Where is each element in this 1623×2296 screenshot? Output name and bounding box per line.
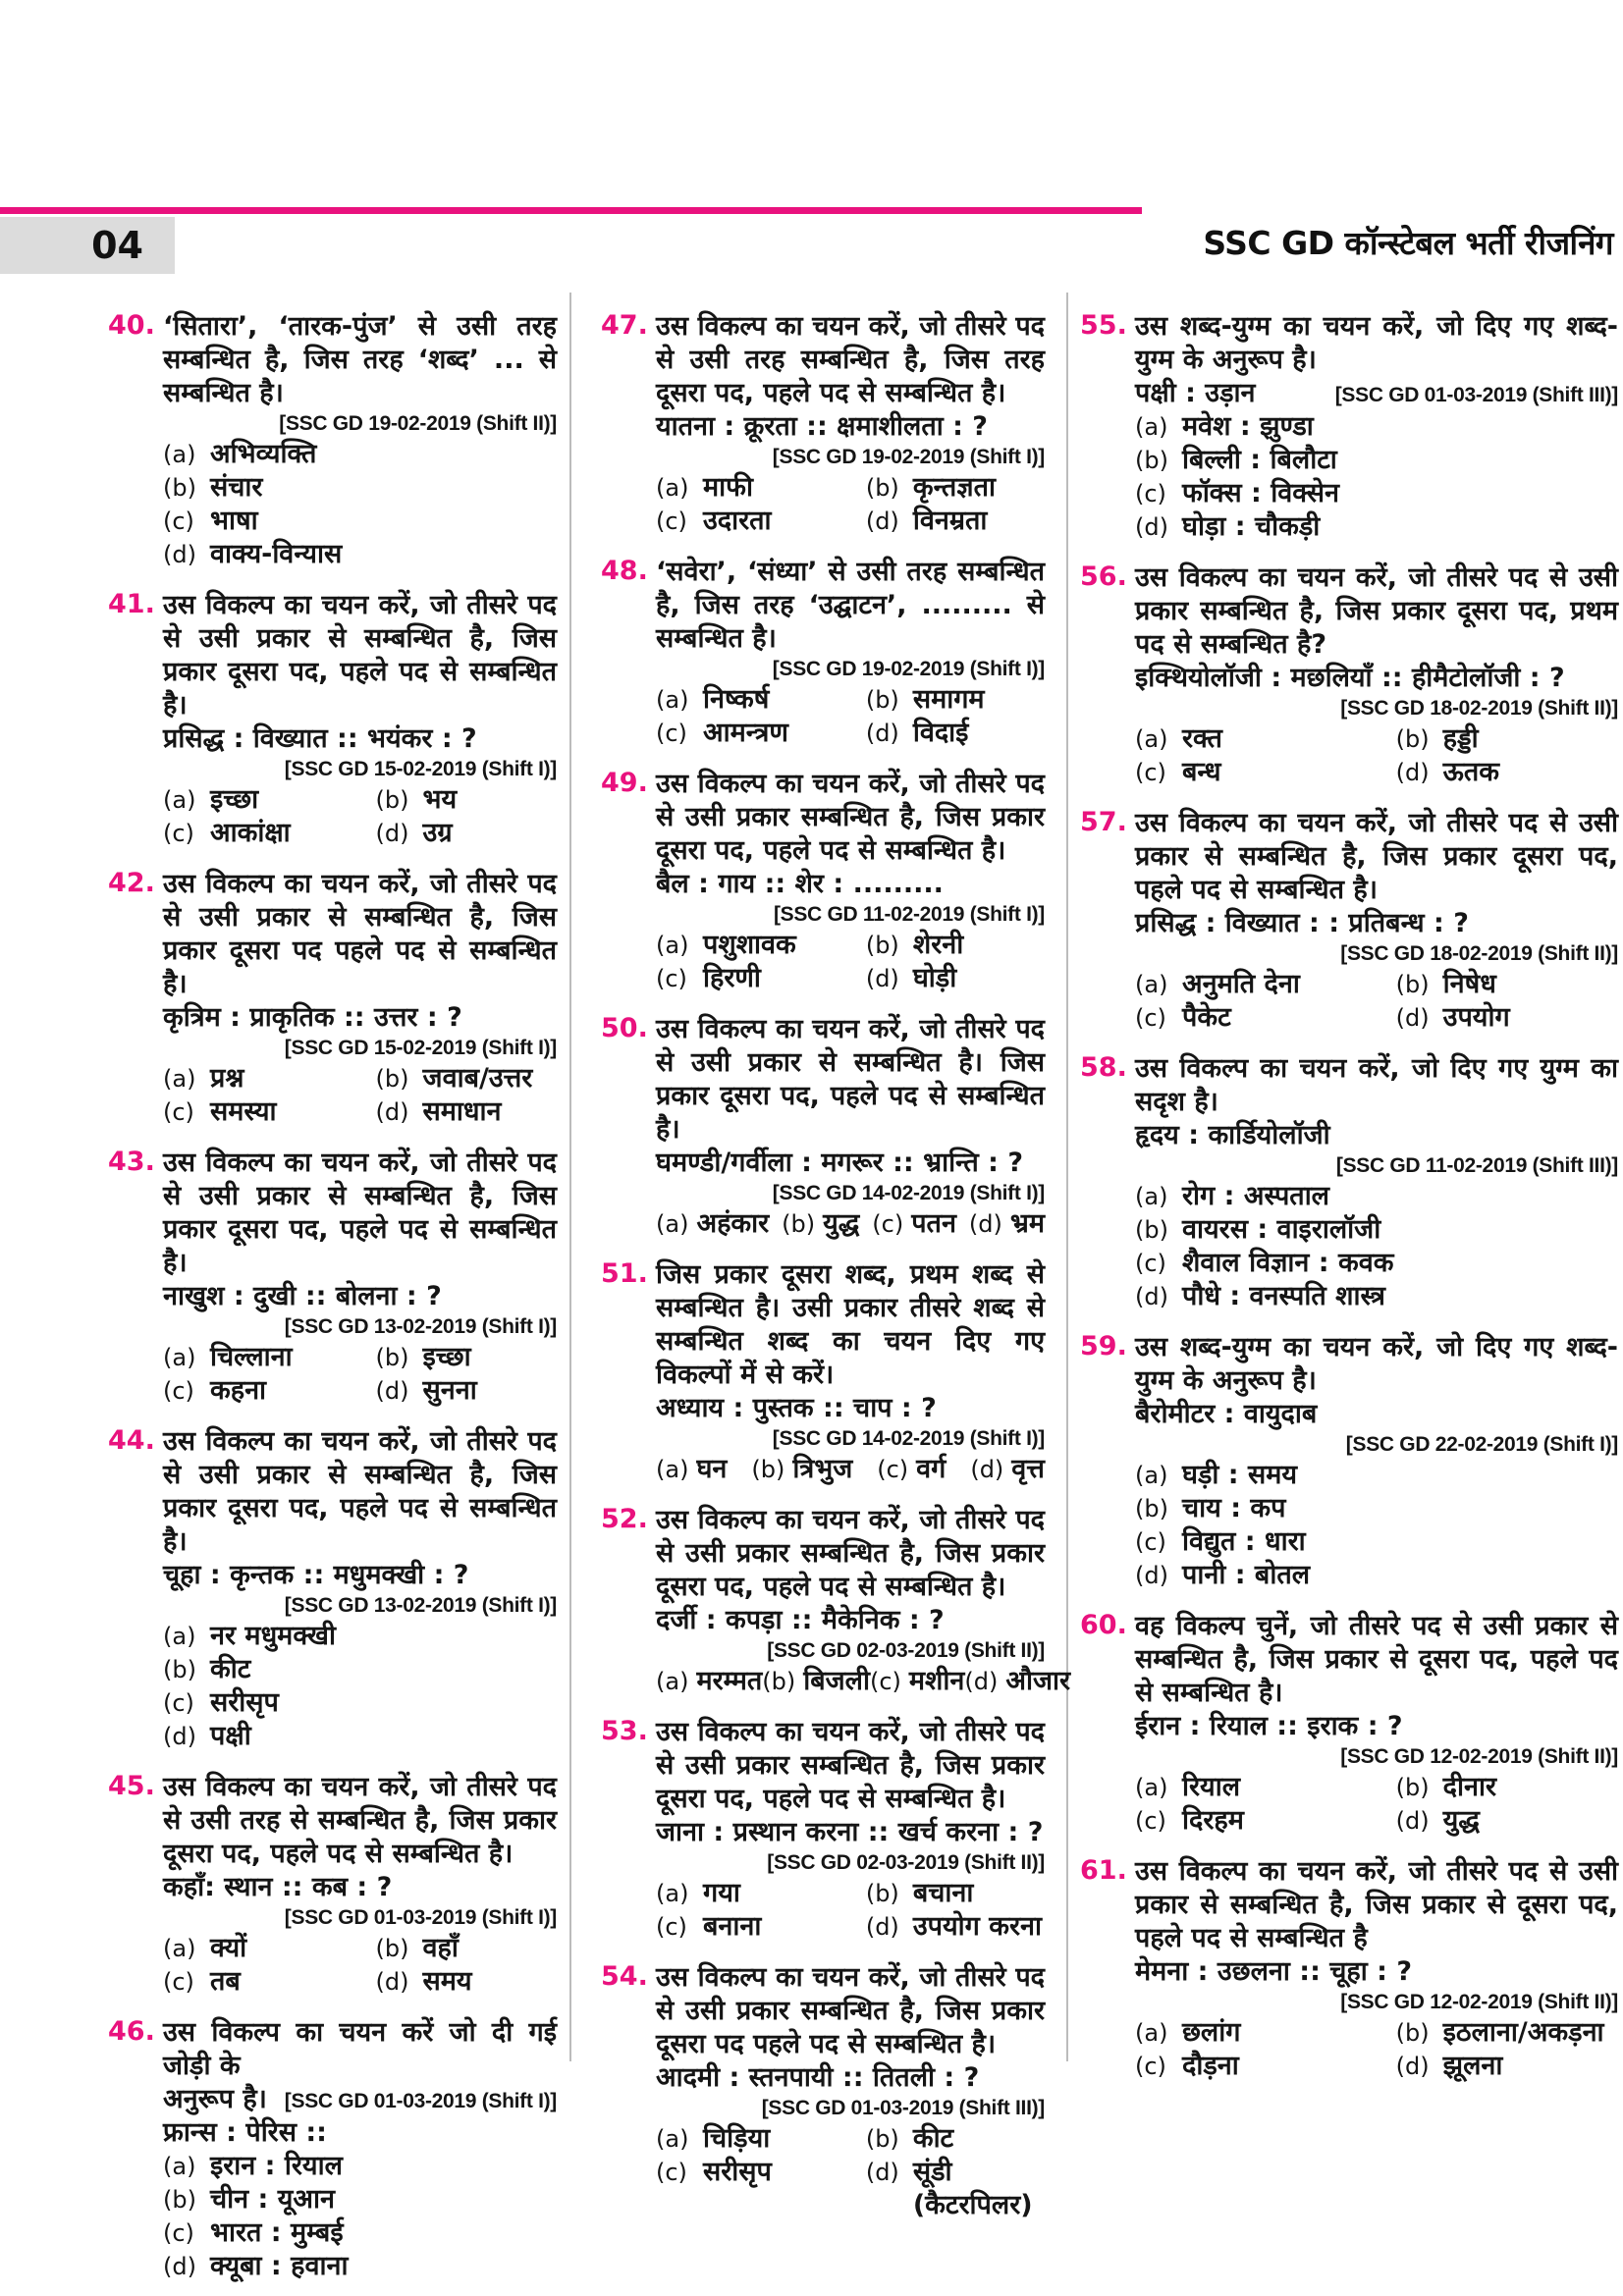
source-tag: [SSC GD 13-02-2019 (Shift I)]: [284, 1594, 557, 1617]
question-text-with-tag: [163, 2083, 557, 2116]
option-b: (b) संचार: [163, 472, 263, 503]
option-c: (c) सरीसृप: [656, 2157, 772, 2187]
option-d: (d) सूंडी (कैटरपिलर): [865, 2157, 1033, 2220]
option-c: (c) मशीन: [869, 1666, 965, 1696]
source-tag: [SSC GD 13-02-2019 (Shift I)]: [284, 1315, 557, 1338]
page-number: 04: [91, 224, 143, 267]
option-c: (c) वर्ग: [877, 1454, 947, 1484]
question-number: 57.: [1080, 807, 1127, 837]
option-d: (d) सुनना: [375, 1375, 477, 1406]
option-d: (d) युद्ध: [1395, 1805, 1480, 1836]
option-a: (a) अभिव्यक्ति: [163, 439, 317, 469]
source-tag: [SSC GD 12-02-2019 (Shift II)]: [1340, 1745, 1618, 1768]
options: [1135, 1459, 1618, 1592]
question-text: जिस प्रकार दूसरा शब्द, प्रथम शब्द से सम्बन्धित है। उसी प्रकार तीसरे शब्द से सम्बन्धित शब्द का चयन दिए गए विकल्पों में से करें।: [656, 1259, 1045, 1390]
option-b: (b) निषेध: [1395, 969, 1496, 999]
analogy-line: फ्रान्स : पेरिस ::: [163, 2117, 327, 2148]
option-d: (d) पौधे : वनस्पति शास्त्र: [1135, 1281, 1385, 1311]
question-text: उस विकल्प का चयन करें, जो तीसरे पद से उसी प्रकार से सम्बन्धित है, जिस प्रकार दूसरा पद पहले पद से सम्बन्धित है।: [163, 869, 557, 999]
question-number: 50.: [601, 1013, 648, 1043]
option-c: (c) तब: [163, 1966, 241, 1997]
option-a: (a) क्यों: [163, 1933, 247, 1963]
question-number: 40.: [108, 310, 155, 341]
option-d: (d) उपयोग: [1395, 1002, 1510, 1033]
source-tag: [SSC GD 14-02-2019 (Shift I)]: [772, 1182, 1045, 1204]
options: [1135, 1771, 1618, 1838]
question-number: 46.: [108, 2016, 155, 2047]
question-number: 52.: [601, 1504, 648, 1534]
option-c: (c) समस्या: [163, 1096, 277, 1127]
option-d: (d) ऊतक: [1395, 757, 1499, 787]
question-50: [601, 1013, 1045, 1241]
header-rule: [0, 207, 1142, 214]
question-text: ‘सवेरा’, ‘संध्या’ से उसी तरह सम्बन्धित है, जिस तरह ‘उद्घाटन’, ......... से सम्बन्धित है।: [656, 557, 1045, 654]
question-text: उस शब्द-युग्म का चयन करें, जो दिए गए शब्द-युग्म के अनुरूप है।: [1135, 311, 1618, 375]
question-number: 56.: [1080, 561, 1127, 592]
option-a: (a) अनुमति देना: [1135, 969, 1300, 999]
analogy-line: यातना : क्रूरता :: क्षमाशीलता : ?: [656, 411, 988, 442]
question-number: 59.: [1080, 1331, 1127, 1362]
option-d: (d) वाक्य-विन्यास: [163, 539, 343, 569]
source-tag: [SSC GD 01-03-2019 (Shift I)]: [284, 2090, 557, 2112]
question-52: [601, 1504, 1071, 1698]
option-d: (d) झूलना: [1395, 2051, 1503, 2081]
option-b: (b) त्रिभुज: [751, 1454, 853, 1484]
analogy-line: हृदय : कार्डियोलॉजी: [1135, 1120, 1330, 1150]
option-c: (c) शैवाल विज्ञान : कवक: [1135, 1248, 1394, 1278]
question-46: [108, 2016, 557, 2283]
option-d: (d) उग्र: [375, 818, 453, 848]
option-b: (b) बचाना: [865, 1878, 974, 1908]
question-text: उस विकल्प का चयन करें, जो तीसरे पद से उसी प्रकार सम्बन्धित है, जिस प्रकार दूसरा पद, पहले पद से सम्बन्धित है।: [656, 1717, 1045, 1814]
question-text: उस विकल्प का चयन करें जो दी गई जोड़ी के: [163, 2017, 557, 2081]
question-number: 45.: [108, 1771, 155, 1801]
source-tag: [SSC GD 01-03-2019 (Shift III)]: [1334, 384, 1618, 406]
question-60: [1080, 1610, 1618, 1838]
option-c: (c) कहना: [163, 1375, 267, 1406]
option-b: (b) कीट: [163, 1654, 251, 1684]
question-number: 41.: [108, 589, 155, 619]
question-text: उस विकल्प का चयन करें, जो तीसरे पद से उसी प्रकार सम्बन्धित है, जिस प्रकार दूसरा पद, पहले पद से सम्बन्धित है।: [656, 1505, 1045, 1602]
analogy-line: प्रसिद्ध : विख्यात : : प्रतिबन्ध : ?: [1135, 908, 1469, 938]
option-a: (a) मवेश : झुण्डा: [1135, 411, 1314, 442]
question-59: [1080, 1331, 1618, 1592]
question-text: ‘सितारा’, ‘तारक-पुंज’ से उसी तरह सम्बन्धित है, जिस तरह ‘शब्द’ ... से सम्बन्धित है।: [163, 311, 557, 408]
analogy-line: आदमी : स्तनपायी :: तितली : ?: [656, 2062, 980, 2093]
option-d: (d) औजार: [964, 1666, 1071, 1696]
option-a: (a) प्रश्न: [163, 1063, 244, 1094]
analogy-line: अध्याय : पुस्तक :: चाप : ?: [656, 1393, 937, 1423]
source-tag: [SSC GD 15-02-2019 (Shift I)]: [284, 1037, 557, 1059]
source-tag: [SSC GD 19-02-2019 (Shift I)]: [772, 446, 1045, 468]
options: [1135, 722, 1618, 789]
question-number: 53.: [601, 1716, 648, 1746]
page-number-box: [0, 217, 175, 274]
options: [656, 1877, 1045, 1944]
header-title: SSC GD कॉन्स्टेबल भर्ती रीजनिंग: [1203, 224, 1613, 262]
analogy-line: प्रसिद्ध : विख्यात :: भयंकर : ?: [163, 723, 477, 754]
question-number: 42.: [108, 868, 155, 898]
options: [163, 783, 557, 850]
option-a: (a) अहंकार: [656, 1208, 770, 1239]
option-b: (b) वहाँ: [375, 1933, 459, 1963]
question-text: उस विकल्प का चयन करें, जो तीसरे पद से उसी प्रकार से सम्बन्धित है, जिस प्रकार दूसरा पद, पहले पद से सम्बन्धित है।: [163, 590, 557, 721]
option-c: (c) बनाना: [656, 1911, 762, 1942]
option-d: (d) विनम्रता: [865, 506, 988, 536]
question-58: [1080, 1052, 1618, 1313]
option-c: (c) आकांक्षा: [163, 818, 291, 848]
question-text: उस शब्द-युग्म का चयन करें, जो दिए गए शब्द-युग्म के अनुरूप है।: [1135, 1332, 1618, 1396]
question-40: [108, 310, 557, 571]
source-tag: [SSC GD 02-03-2019 (Shift II)]: [767, 1639, 1045, 1662]
question-number: 43.: [108, 1147, 155, 1177]
options: [163, 438, 557, 571]
option-c: (c) उदारता: [656, 506, 772, 536]
column-divider: [1066, 293, 1068, 2061]
column-3: [1080, 310, 1618, 2101]
option-d: (d) समाधान: [375, 1096, 502, 1127]
option-b: (b) चीन : यूआन: [163, 2184, 335, 2215]
source-tag: [SSC GD 19-02-2019 (Shift I)]: [772, 658, 1045, 680]
analogy-line: घमण्डी/गर्वीला : मगरूर :: भ्रान्ति : ?: [656, 1148, 1024, 1178]
question-53: [601, 1716, 1045, 1944]
option-d: (d) घोड़ा : चौकड़ी: [1135, 511, 1321, 542]
analogy-line: कहाँ: स्थान :: कब : ?: [163, 1872, 393, 1902]
question-61: [1080, 1855, 1618, 2083]
options: [1135, 410, 1618, 544]
question-number: 54.: [601, 1961, 648, 1992]
option-c: (c) भाषा: [163, 506, 258, 536]
options: [163, 2150, 557, 2283]
option-c: (c) बन्ध: [1135, 757, 1221, 787]
option-a: (a) छलांग: [1135, 2017, 1241, 2048]
source-tag: [SSC GD 11-02-2019 (Shift III)]: [1335, 1154, 1618, 1177]
option-c: (c) विद्युत : धारा: [1135, 1526, 1306, 1557]
source-tag: [SSC GD 19-02-2019 (Shift II)]: [279, 412, 557, 435]
question-text: उस विकल्प का चयन करें, जो तीसरे पद से उसी प्रकार से सम्बन्धित है, जिस प्रकार दूसरा पद, पहले पद से सम्बन्धित है।: [163, 1148, 557, 1278]
option-a: (a) रोग : अस्पताल: [1135, 1181, 1329, 1211]
option-b: (b) जवाब/उत्तर: [375, 1063, 533, 1094]
option-c: (c) पैकेट: [1135, 1002, 1231, 1033]
option-c: (c) सरीसृप: [163, 1687, 279, 1718]
option-d: (d) घोड़ी: [865, 963, 957, 993]
question-number: 47.: [601, 310, 648, 341]
options: [163, 1932, 557, 1999]
source-tag: [SSC GD 14-02-2019 (Shift I)]: [772, 1427, 1045, 1450]
option-c: (c) दौड़ना: [1135, 2051, 1239, 2081]
options: [656, 471, 1045, 538]
source-tag: [SSC GD 15-02-2019 (Shift I)]: [284, 758, 557, 780]
source-tag: [SSC GD 01-03-2019 (Shift III)]: [761, 2097, 1045, 2119]
question-number: 60.: [1080, 1610, 1127, 1640]
options: [656, 1207, 1045, 1241]
option-c: (c) फॉक्स : विक्सेन: [1135, 478, 1340, 508]
options: [656, 929, 1045, 995]
question-text: उस विकल्प का चयन करें, जो तीसरे पद से उसी प्रकार से सम्बन्धित है, जिस प्रकार से दूसरा पद, पहले पद से सम्बन्धित है: [1135, 1856, 1618, 1953]
options: [163, 1062, 557, 1129]
option-a: (a) चिड़िया: [656, 2123, 771, 2154]
analogy-line: चूहा : कृन्तक :: मधुमक्खी : ?: [163, 1560, 469, 1590]
question-text: उस विकल्प का चयन करें, जो तीसरे पद से उसी तरह से सम्बन्धित है, जिस प्रकार दूसरा पद, पहले पद से सम्बन्धित है।: [163, 1772, 557, 1869]
question-number: 44.: [108, 1425, 155, 1456]
analogy-line: पक्षी : उड़ान: [1135, 378, 1256, 408]
option-c: (c) भारत : मुम्बई: [163, 2217, 344, 2248]
analogy-line: दर्जी : कपड़ा :: मैकेनिक : ?: [656, 1605, 945, 1635]
options: [163, 1341, 557, 1408]
analogy-line: बैल : गाय :: शेर : .........: [656, 869, 944, 899]
option-a: (a) घड़ी : समय: [1135, 1460, 1298, 1490]
option-d: (d) भ्रम: [968, 1208, 1045, 1239]
options: [1135, 968, 1618, 1035]
option-a: (a) घन: [656, 1454, 728, 1484]
options: [1135, 2016, 1618, 2083]
question-55: [1080, 310, 1618, 544]
column-1: [108, 310, 557, 2296]
question-number: 48.: [601, 556, 648, 586]
option-b: (b) कृन्तज्ञता: [865, 472, 996, 503]
option-a: (a) रियाल: [1135, 1772, 1240, 1802]
analogy-line: जाना : प्रस्थान करना :: खर्च करना : ?: [656, 1817, 1044, 1847]
option-b: (b) समागम: [865, 684, 985, 715]
option-b: (b) बिजली: [762, 1666, 870, 1696]
source-tag: [SSC GD 01-03-2019 (Shift I)]: [284, 1906, 557, 1929]
option-d: (d) वृत्त: [970, 1454, 1045, 1484]
options: [656, 683, 1045, 750]
option-b: (b) वायरस : वाइरालॉजी: [1135, 1214, 1381, 1245]
options: [656, 1453, 1045, 1486]
question-text: उस विकल्प का चयन करें, जो तीसरे पद से उसी तरह सम्बन्धित है, जिस तरह दूसरा पद, पहले पद से सम्बन्धित है।: [656, 311, 1045, 408]
question-text: उस विकल्प का चयन करें, जो तीसरे पद से उसी प्रकार सम्बन्धित है, जिस प्रकार दूसरा पद, प्रथम पद से सम्बन्धित है?: [1135, 562, 1618, 660]
question-text: उस विकल्प का चयन करें, जो तीसरे पद से उसी प्रकार से सम्बन्धित है। जिस प्रकार दूसरा पद, पहले पद से सम्बन्धित है।: [656, 1014, 1045, 1145]
option-b: (b) दीनार: [1395, 1772, 1497, 1802]
options: [1135, 1180, 1618, 1313]
question-43: [108, 1147, 557, 1408]
question-57: [1080, 807, 1618, 1035]
question-number: 55.: [1080, 310, 1127, 341]
question-number: 61.: [1080, 1855, 1127, 1886]
option-a: (a) पशुशावक: [656, 930, 796, 960]
source-tag: [SSC GD 18-02-2019 (Shift II)]: [1340, 697, 1618, 720]
option-a: (a) इरान : रियाल: [163, 2151, 343, 2181]
question-text: उस विकल्प का चयन करें, जो तीसरे पद से उसी प्रकार सम्बन्धित है, जिस प्रकार दूसरा पद, पहले पद से सम्बन्धित है।: [656, 769, 1045, 866]
analogy-line: बैरोमीटर : वायुदाब: [1135, 1399, 1318, 1429]
option-b: (b) भय: [375, 784, 458, 815]
question-54: [601, 1961, 1045, 2222]
option-a: (a) नर मधुमक्खी: [163, 1621, 336, 1651]
options: [656, 1665, 1071, 1698]
option-d: (d) समय: [375, 1966, 472, 1997]
options: [656, 2122, 1045, 2222]
question-text: उस विकल्प का चयन करें, जो तीसरे पद से उसी प्रकार से सम्बन्धित है, जिस प्रकार दूसरा पद, पहले पद से सम्बन्धित है।: [163, 1426, 557, 1557]
option-b: (b) इच्छा: [375, 1342, 471, 1372]
column-divider: [569, 293, 571, 2061]
analogy-line: नाखुश : दुखी :: बोलना : ?: [163, 1281, 442, 1311]
option-a: (a) गया: [656, 1878, 740, 1908]
source-tag: [SSC GD 22-02-2019 (Shift I)]: [1345, 1433, 1618, 1456]
option-a: (a) रक्त: [1135, 723, 1222, 754]
option-a: (a) मरम्मत: [656, 1666, 763, 1696]
option-b: (b) युद्ध: [782, 1208, 860, 1239]
question-number: 51.: [601, 1258, 648, 1289]
analogy-line: ईरान : रियाल :: इराक : ?: [1135, 1711, 1403, 1741]
option-d: (d) पानी : बोतल: [1135, 1560, 1311, 1590]
option-d: (d) विदाई: [865, 718, 969, 748]
option-b: (b) कीट: [865, 2123, 954, 2154]
option-a: (a) निष्कर्ष: [656, 684, 770, 715]
source-tag: [SSC GD 11-02-2019 (Shift I)]: [773, 903, 1045, 926]
option-c: (c) आमन्त्रण: [656, 718, 788, 748]
question-number: 49.: [601, 768, 648, 798]
analogy-line: मेमना : उछलना :: चूहा : ?: [1135, 1956, 1413, 1987]
question-42: [108, 868, 557, 1129]
question-44: [108, 1425, 557, 1753]
question-text: उस विकल्प का चयन करें, जो तीसरे पद से उसी प्रकार से सम्बन्धित है, जिस प्रकार दूसरा पद, पहले पद से सम्बन्धित है।: [1135, 808, 1618, 905]
question-47: [601, 310, 1045, 538]
source-tag: [SSC GD 18-02-2019 (Shift II)]: [1340, 942, 1618, 965]
question-text: उस विकल्प का चयन करें, जो तीसरे पद से उसी प्रकार सम्बन्धित है, जिस प्रकार दूसरा पद पहले पद से सम्बन्धित है।: [656, 1962, 1045, 2059]
option-c: (c) हिरणी: [656, 963, 761, 993]
option-c: (c) दिरहम: [1135, 1805, 1244, 1836]
analogy-with-tag: [1135, 377, 1618, 410]
option-d: (d) पक्षी: [163, 1721, 251, 1751]
column-2: [601, 310, 1071, 2240]
question-56: [1080, 561, 1618, 789]
question-51: [601, 1258, 1045, 1486]
question-45: [108, 1771, 557, 1999]
question-number: 58.: [1080, 1052, 1127, 1083]
question-49: [601, 768, 1045, 995]
option-b: (b) चाय : कप: [1135, 1493, 1286, 1523]
option-b: (b) बिल्ली : बिलौटा: [1135, 445, 1337, 475]
option-a: (a) माफी: [656, 472, 753, 503]
option-a: (a) इच्छा: [163, 784, 259, 815]
options: [163, 1620, 557, 1753]
question-41: [108, 589, 557, 850]
source-tag: [SSC GD 02-03-2019 (Shift II)]: [767, 1851, 1045, 1874]
analogy-line: इक्थियोलॉजी : मछलियाँ :: हीमैटोलॉजी : ?: [1135, 663, 1565, 693]
option-d: (d) उपयोग करना: [865, 1911, 1042, 1942]
analogy-line: कृत्रिम : प्राकृतिक :: उत्तर : ?: [163, 1002, 462, 1033]
question-48: [601, 556, 1045, 750]
source-tag: [SSC GD 12-02-2019 (Shift II)]: [1340, 1991, 1618, 2013]
option-b: (b) इठलाना/अकड़ना: [1395, 2017, 1604, 2048]
question-text: वह विकल्प चुनें, जो तीसरे पद से उसी प्रकार से सम्बन्धित है, जिस प्रकार से दूसरा पद, पहले पद से सम्बन्धित है।: [1135, 1611, 1618, 1708]
question-text: उस विकल्प का चयन करें, जो दिए गए युग्म का सदृश है।: [1135, 1053, 1618, 1117]
question-text-continued: अनुरूप है।: [163, 2084, 267, 2114]
option-a: (a) चिल्लाना: [163, 1342, 293, 1372]
option-d: (d) क्यूबा : हवाना: [163, 2251, 349, 2281]
option-c: (c) पतन: [872, 1208, 956, 1239]
option-b: (b) हड्डी: [1395, 723, 1479, 754]
option-b: (b) शेरनी: [865, 930, 964, 960]
